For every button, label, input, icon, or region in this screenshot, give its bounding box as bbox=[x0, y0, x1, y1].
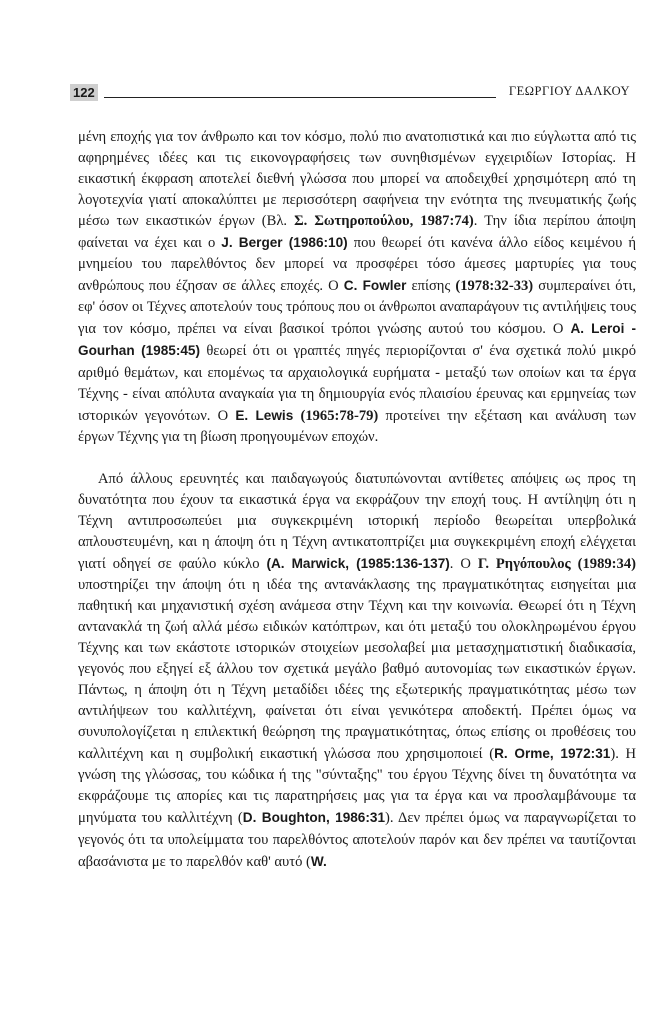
citation: (1965:78-79) bbox=[300, 407, 379, 424]
text-run: που θεωρεί ότι κανένα άλλο είδος κειμένου ή μνημείου του παρελθόντος δεν μπορεί να προσφέρει τόσο άμεσες μαρτυρίες για τους ανθρώπους που έζησαν σε άλλες εποχές. Ο bbox=[78, 235, 636, 295]
paragraph-2 bbox=[78, 469, 636, 873]
page-number: 122 bbox=[70, 84, 98, 101]
paragraph-1 bbox=[78, 127, 636, 448]
citation: D. Boughton, 1986:31 bbox=[242, 810, 386, 826]
text-run: ). Δεν πρέπει όμως να παραγνωρίζεται το γεγονός ότι τα υπολείμματα του παρελθόντος αποτελούν παρόν και δεν πρέπει να ταυτίζονται αβασάνιστα με το παρελθόν καθ' αυτό ( bbox=[78, 810, 636, 870]
citation: E. Lewis bbox=[235, 407, 294, 423]
citation: (A. Marwick, (1985:136-137) bbox=[266, 555, 450, 571]
citation: W. bbox=[310, 853, 327, 869]
text-run: επίσης bbox=[406, 278, 456, 295]
citation: A. Leroi - Gourhan (1985:45) bbox=[78, 321, 636, 359]
text-run: . Την ίδια περίπου άποψη φαίνεται να έχει και ο bbox=[78, 213, 636, 252]
text-run: υποστηρίζει την άποψη ότι η ιδέα της αντανάκλασης της πραγματικότητας εισηγείται μια παθητική και μηχανιστική σχέση ανάμεσα στην Τέχνη και την κοινωνία. Θεωρεί ότι η Τέχνη αντανακλά τη ζωή αλλά μέσω ειδικών κατόπτρων, και ότι μεταξύ του ολοκληρωμένου έργου Τέχνης και των εκάστοτε ιστορικών στοιχείων μεσολαβεί μια μετασχηματιστική διαδικασία, γεγονός που εξηγεί εξ άλλου τον σχετικά μεγάλο βαθμό αυτονομίας των εικαστικών έργων. Πάντως, η άποψη ότι η Τέχνη μεταδίδει ιδέες της εξωτερικής πραγματικότητας μέσω των αντιλήψεων του καλλιτέχνη, φαίνεται ότι είναι γενικότερα αποδεκτή. Πρέπει όμως να συνυπολογίζεται η επιλεκτική θεώρηση της πραγματικότητας, όπως επίσης οι προθέσεις του καλλιτέχνη και η συμβολική εικαστική γλώσσα που χρησιμοποιεί ( bbox=[78, 576, 636, 763]
text-run: μένη εποχής για τον άνθρωπο και τον κόσμο, πολύ πιο ανατοπιστικά και πιο εύγλωττα από τις αφηρημένες ιδέες και τις εικονογραφήσεις των συνηθισμένων εγχειριδίων Ιστορίας. Η εικαστική έκφραση αποτελεί διεθνή γλώσσα που μπορεί να αποδειχθεί χρησιμότερη από τη λογοτεχνία γιατί αποκαλύπτει με περισσότερη σαφήνεια την ενότητα της πνευματικής ζωής μέσω των εικαστικών έργων (Βλ. bbox=[78, 129, 636, 230]
header-rule bbox=[104, 97, 496, 98]
text-run: προτείνει την εξέταση και ανάλυση των έργων Τέχνης για τη βίωση προηγουμένων εποχών. bbox=[78, 407, 636, 445]
running-head: ΓΕΩΡΓΙΟΥ ΔΑΛΚΟΥ bbox=[508, 84, 630, 98]
text-run: θεωρεί ότι οι γραπτές πηγές περιορίζονται σ' ένα σχετικά πολύ μικρό αριθμό θεμάτων, και επομένως τα αρχαιολογικά ευρήματα - μεταξύ των οποίων και τα έργα Τέχνης - είναι απόλυτα αναγκαία για τη δημιουργία ενός πλαισίου έρευνας και ερμηνείας των ιστορικών γεγονότων. Ο bbox=[78, 343, 636, 424]
citation: R. Orme, 1972:31 bbox=[494, 746, 611, 762]
citation: Σ. Σωτηροπούλου, 1987:74) bbox=[294, 213, 474, 230]
citation: J. Berger (1986:10) bbox=[221, 235, 348, 251]
text-run: ). Η γνώση της γλώσσας, του κώδικα ή της "σύνταξης" του έργου Τέχνης δίνει τη δυνατότητα να εκφράζουμε τις απορίες και τις παρατηρήσεις μας για τα έργα και να προσλαμβάνουμε τα μηνύματα του καλλιτέχνη ( bbox=[78, 746, 636, 827]
page-header bbox=[70, 80, 630, 110]
text-run: Από άλλους ερευνητές και παιδαγωγούς διατυπώνονται αντίθετες απόψεις ως προς τη δυνατότητα που έχουν τα εικαστικά έργα να εκφράζουν την εποχή τους. Η αντίληψη ότι η Τέχνη αντιπροσωπεύει μια συγκεκριμένη ιστορική περίοδο θεωρείται υπερβολικά απλουστευμένη, και η άποψη ότι η Τέχνη αντικατοπτρίζει μια συγκεκριμένη εποχή ελέγχεται γιατί οδηγεί σε φαύλο κύκλο bbox=[78, 470, 636, 572]
text-run: . Ο bbox=[449, 555, 478, 572]
text-run: συμπεραίνει ότι, εφ' όσον οι Τέχνες αποτελούν τους τρόπους που οι άνθρωποι αναπαράγουν τις αντιλήψεις τους για τον κόσμο, πρέπει να είναι βασικοί τρόποι γνώσης αυτού του κόσμου. Ο bbox=[78, 278, 637, 338]
body-text bbox=[78, 127, 636, 873]
citation: (1978:32-33) bbox=[455, 278, 534, 295]
citation: C. Fowler bbox=[343, 278, 407, 294]
citation: Γ. Ρηγόπουλος (1989:34) bbox=[477, 555, 636, 572]
